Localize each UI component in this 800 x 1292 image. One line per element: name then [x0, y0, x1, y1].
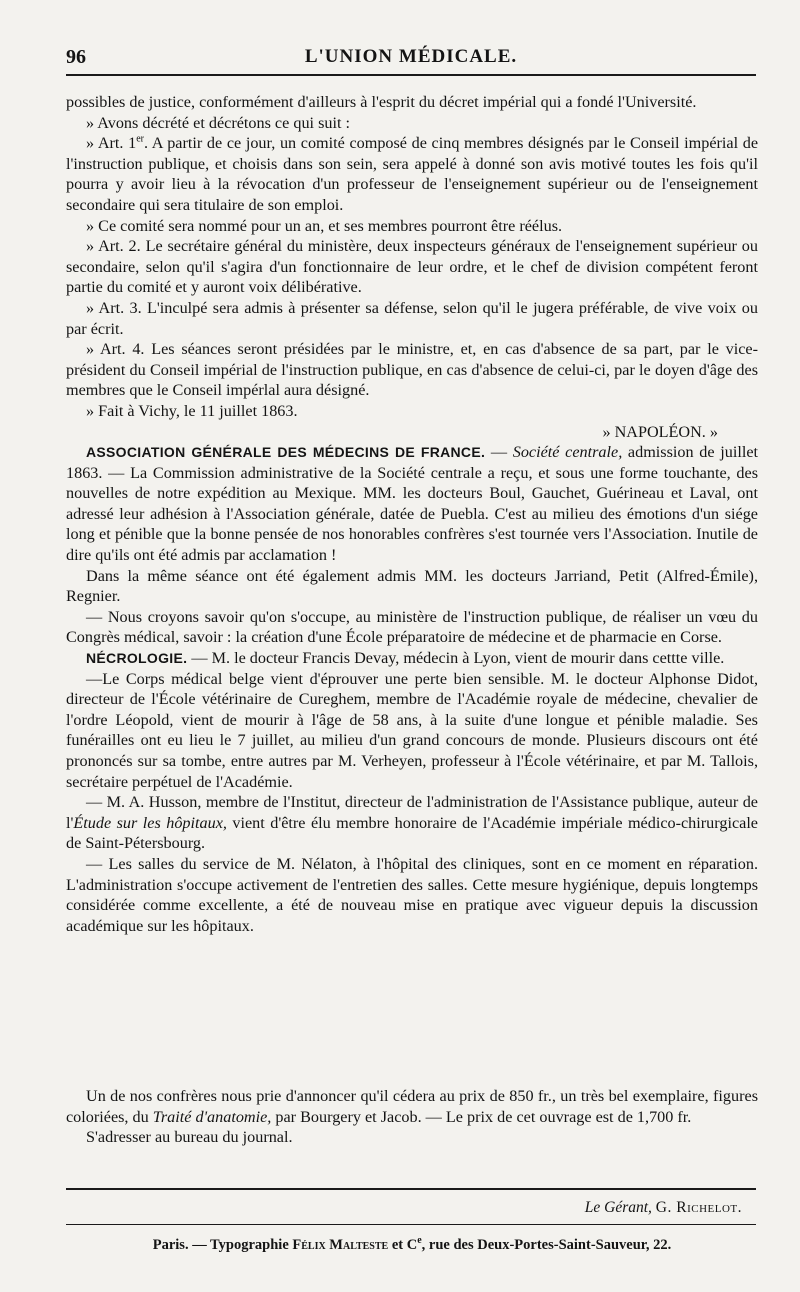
paragraph: » Art. 1er. A partir de ce jour, un comité composé de cinq membres désignés par le Conseil impérial de l'instruction publique, et choisis dans son sein, sera appelé à donné son avis motivé toutes les fois qu'il pourra y avoir lieu à la révocation d'un professeur de l'enseignement supérieur ou de l'enseignement secondaire qui sera titulaire de son emploi.: [66, 133, 758, 214]
signature-napoleon: » NAPOLÉON. »: [602, 422, 718, 441]
paragraph: — Nous croyons savoir qu'on s'occupe, au ministère de l'instruction publique, de réaliser un vœu du Congrès médical, savoir : la création d'une École préparatoire de médecine et de pharmacie en Corse.: [66, 607, 758, 647]
paragraph: Un de nos confrères nous prie d'annoncer qu'il cédera au prix de 850 fr., un très bel exemplaire, figures coloriées, du Traité d'anatomie, par Bourgery et Jacob. — Le prix de cet ouvrage est de 1,700 fr.: [66, 1087, 758, 1126]
paragraph: Dans la même séance ont été également admis MM. les docteurs Jarriand, Petit (Alfred-Émile), Regnier.: [66, 566, 758, 606]
running-title: L'UNION MÉDICALE.: [304, 46, 518, 67]
paragraph: possibles de justice, conformément d'ailleurs à l'esprit du décret impérial qui a fondé l'Université.: [66, 93, 697, 111]
paragraph: » Fait à Vichy, le 11 juillet 1863.: [86, 401, 298, 420]
paragraph: — M. A. Husson, membre de l'Institut, directeur de l'administration de l'Assistance publique, auteur de l'Étude sur les hôpitaux, vient d'être élu membre honoraire de l'Académie impériale médico-chirurgicale de Saint-Pétersbourg.: [66, 793, 758, 853]
advertisement: [66, 1086, 758, 1148]
section-heading: NÉCROLOGIE.: [86, 650, 188, 667]
paragraph: » Avons décrété et décrétons ce qui suit :: [86, 113, 351, 132]
header-rule: [66, 74, 756, 76]
paragraph: ASSOCIATION GÉNÉRALE DES MÉDECINS DE FRANCE. — Société centrale, admission de juillet 1863. — La Commission administrative de la Société centrale a reçu, et sous une forme touchante, des nouvelles de notre expédition au Mexique. MM. les docteurs Boul, Gauchet, Guérineau et Laval, ont adressé leur adhésion à l'Association générale, datée de Puebla. C'est au milieu des émotions d'un siége long et pénible que la bonne pensée de nos honorables confrères s'est tournée vers l'Association. Inutile de dire qu'ils ont été admis par acclamation !: [66, 443, 758, 565]
printer-imprint: Paris. — Typographie Félix Malteste et Ce, rue des Deux-Portes-Saint-Sauveur, 22.: [152, 1235, 672, 1253]
paragraph: » Ce comité sera nommé pour un an, et ses membres pourront être réélus.: [86, 216, 563, 235]
page-header: [66, 46, 756, 72]
paragraph: » Art. 2. Le secrétaire général du ministère, deux inspecteurs généraux de l'enseignement supérieur ou secondaire, selon qu'il s'agira d'un fonctionnaire de leur ordre, et le chef de division compétent feront partie du comité et y auront voix délibérative.: [66, 237, 758, 297]
paragraph: » Art. 3. L'inculpé sera admis à présenter sa défense, selon qu'il le jugera préférable, de vive voix ou par écrit.: [66, 298, 758, 338]
paragraph: — Les salles du service de M. Nélaton, à l'hôpital des cliniques, sont en ce moment en réparation. L'administration s'occupe activement de l'entretien des salles. Cette mesure hygiénique, depuis longtemps considérée comme excellente, a été de nouveau mise en pratique avec vigueur depuis la discussion académique sur les hôpitaux.: [66, 854, 758, 935]
article-body: [66, 92, 758, 936]
footer-rule-bottom: [66, 1224, 756, 1225]
paragraph: —Le Corps médical belge vient d'éprouver une perte bien sensible. M. le docteur Alphonse Didot, directeur de l'École vétérinaire de Cureghem, membre de l'Académie royale de médecine, chevalier de l'ordre Léopold, vient de mourir à l'âge de 58 ans, à la suite d'une longue et pénible maladie. Ses funérailles ont eu lieu le 7 juillet, au milieu d'un grand concours de monde. Plusieurs discours ont été prononcés sur sa tombe, entre autres par M. Verheyen, professeur à l'École vétérinaire, et par M. Tallois, secrétaire perpétuel de l'Académie.: [66, 669, 758, 791]
paragraph: » Art. 4. Les séances seront présidées par le ministre, et, en cas d'absence de sa part, par le vice-président du Conseil impérial de l'instruction publique, en cas d'absence de celui-ci, par le doyen d'âge des membres que le Conseil impérlal aura désigné.: [66, 340, 758, 400]
section-heading: ASSOCIATION GÉNÉRALE DES MÉDECINS DE FRANCE.: [86, 444, 486, 461]
manager-signature: Le Gérant, G. Richelot.: [584, 1199, 742, 1216]
paragraph: S'adresser au bureau du journal.: [86, 1128, 293, 1147]
paragraph: NÉCROLOGIE. — M. le docteur Francis Devay, médecin à Lyon, vient de mourir dans cettte ville.: [86, 649, 725, 668]
page-number: 96: [66, 46, 86, 68]
footer-rule-top: [66, 1188, 756, 1190]
